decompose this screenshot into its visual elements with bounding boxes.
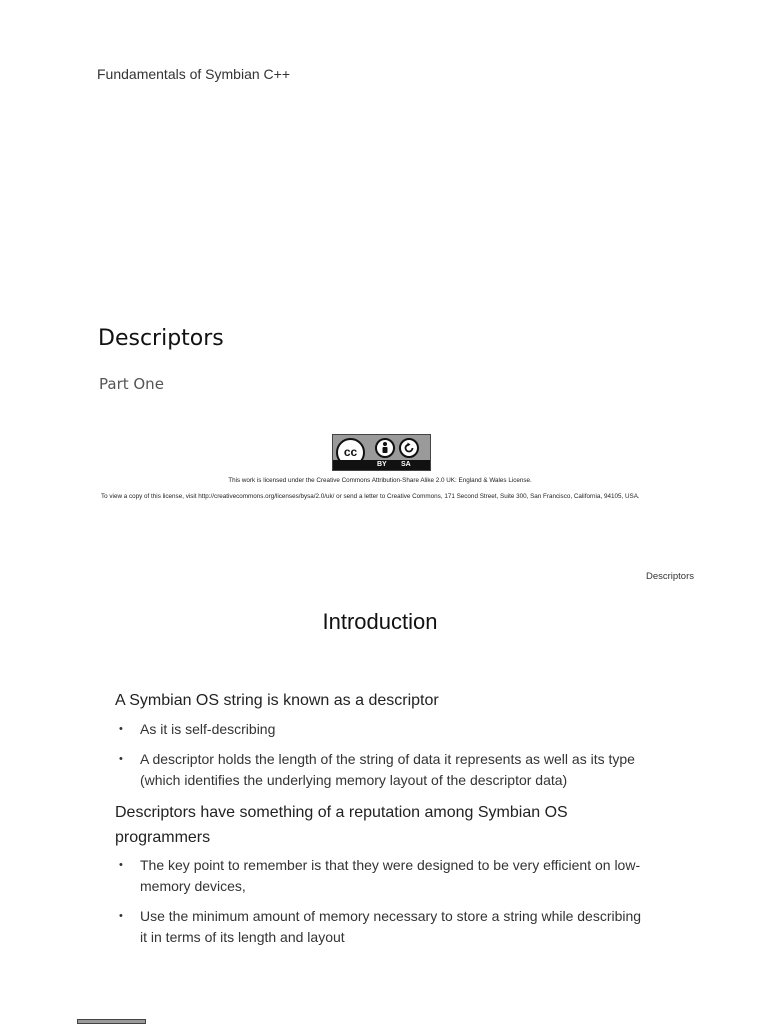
sub-point-text: As it is self-describing <box>140 721 276 737</box>
sub-point <box>115 855 650 898</box>
sub-point <box>115 749 650 792</box>
sub-point-list <box>115 719 650 792</box>
bullet-icon: • <box>119 858 123 871</box>
sub-point-list <box>115 855 650 949</box>
license-view-text: To view a copy of this license, visit http://creativecommons.org/licenses/bysa/2.0/uk/ or send a letter to Creative Commons, 171 Second Street, Suite 300, San Francisco, California, 94105, USA. <box>101 493 640 500</box>
bullet-icon: • <box>119 723 123 735</box>
creative-commons-badge-icon <box>77 1019 146 1024</box>
bullet-icon: • <box>119 752 123 765</box>
license-statement: This work is licensed under the Creative Commons Attribution-Share Alike 2.0 UK: England & Wales License. <box>228 477 532 484</box>
cc-logo-icon: cc <box>336 438 365 467</box>
creative-commons-by-sa-icon[interactable] <box>332 434 431 471</box>
attribution-person-icon <box>375 438 395 458</box>
sa-label: SA <box>401 461 411 468</box>
sub-point-text: Use the minimum amount of memory necessary to store a string while describing it in terms of its length and layout <box>140 907 642 945</box>
by-label: BY <box>377 461 387 468</box>
main-point: A Symbian OS string is known as a descriptor <box>115 692 439 709</box>
sub-point-text: The key point to remember is that they were designed to be very efficient on low-memory devices, <box>140 856 641 894</box>
sub-point <box>115 719 650 741</box>
slide-content <box>115 688 650 957</box>
running-header: Descriptors <box>645 571 694 582</box>
sub-point-text: A descriptor holds the length of the string of data it represents as well as its type (which identifies the underlying memory layout of the descriptor data) <box>140 750 635 788</box>
main-point: Descriptors have something of a reputation among Symbian OS programmers <box>115 803 568 846</box>
bullet-icon: • <box>119 909 123 922</box>
slide-title: Introduction <box>322 609 438 634</box>
sub-point <box>115 906 650 949</box>
series-title: Fundamentals of Symbian C++ <box>97 66 290 82</box>
document-title: Descriptors <box>98 326 224 351</box>
share-alike-icon <box>399 438 419 458</box>
document-subtitle: Part One <box>99 375 164 393</box>
